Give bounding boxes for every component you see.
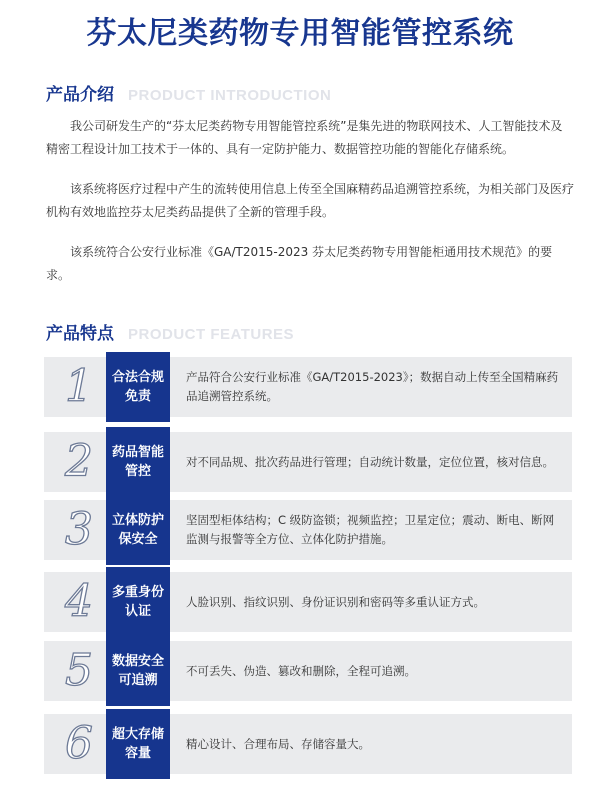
- intro-body: [46, 115, 574, 304]
- intro-section-title: 产品介绍: [46, 85, 114, 105]
- feature-number: 4: [65, 576, 93, 627]
- features-section-header: [46, 319, 294, 344]
- feature-badge: 数据安全可追溯: [106, 636, 170, 706]
- feature-item: [44, 432, 572, 492]
- feature-description: 坚固型柜体结构；C 级防盗锁；视频监控；卫星定位；震动、断电、断网监测与报警等全方位、立体化防护措施。: [186, 513, 555, 546]
- intro-paragraph: 该系统符合公安行业标准《GA/T2015-2023 芬太尼类药物专用智能柜通用技术规范》的要求。: [46, 245, 553, 282]
- feature-item: [44, 357, 572, 417]
- feature-description: 不可丢失、伪造、篡改和删除，全程可追溯。: [186, 663, 416, 678]
- intro-paragraph: 我公司研发生产的“芬太尼类药物专用智能管控系统”是集先进的物联网技术、人工智能技术及精密工程设计加工技术于一体的、具有一定防护能力、数据管控功能的智能化存储系统。: [46, 119, 563, 156]
- features-section-subtitle: PRODUCT FEATURES: [128, 326, 295, 343]
- intro-paragraph: 该系统将医疗过程中产生的流转使用信息上传至全国麻精药品追溯管控系统，为相关部门及医疗机构有效地监控芬太尼类药品提供了全新的管理手段。: [46, 182, 575, 219]
- feature-description: 精心设计、合理布局、存储容量大。: [186, 736, 370, 751]
- feature-item: [44, 714, 572, 774]
- feature-description: 产品符合公安行业标准《GA/T2015-2023》；数据自动上传至全国精麻药品追溯管控系统。: [186, 370, 559, 403]
- feature-badge: 药品智能管控: [106, 427, 170, 497]
- feature-description: 对不同品规、批次药品进行管理；自动统计数量，定位位置，核对信息。: [186, 454, 554, 469]
- features-section-title: 产品特点: [46, 324, 114, 344]
- feature-item: [44, 641, 572, 701]
- feature-number: 6: [65, 718, 93, 769]
- feature-badge: 立体防护保安全: [106, 495, 170, 565]
- intro-section-subtitle: PRODUCT INTRODUCTION: [128, 87, 332, 104]
- feature-description: 人脸识别、指纹识别、身份证识别和密码等多重认证方式。: [186, 594, 485, 609]
- feature-badge: 超大存储容量: [106, 709, 170, 779]
- page-title: 芬太尼类药物专用智能管控系统: [86, 16, 514, 51]
- feature-item: [44, 500, 572, 560]
- feature-number: 5: [65, 645, 93, 696]
- feature-number: 1: [65, 361, 93, 412]
- feature-number: 3: [65, 504, 93, 555]
- feature-badge: 多重身份认证: [106, 567, 170, 637]
- intro-section-header: [46, 80, 331, 105]
- feature-number: 2: [65, 436, 93, 487]
- feature-badge: 合法合规免责: [106, 352, 170, 422]
- feature-item: [44, 572, 572, 632]
